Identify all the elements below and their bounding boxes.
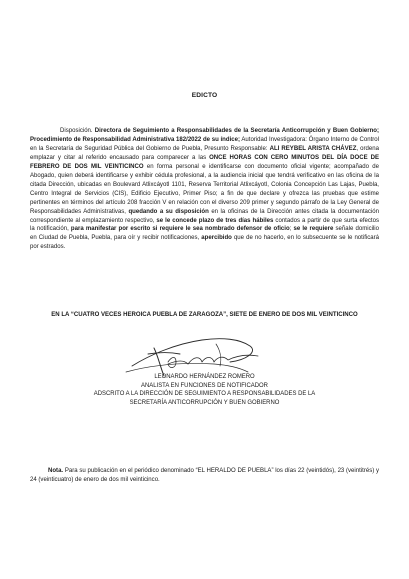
- signatory-office-line: ADSCRITO A LA DIRECCIÓN DE SEGUIMIENTO A RESPONSABILIDADES DE LA: [93, 391, 316, 398]
- body-bold-segment: Directora de Seguimiento a Responsabilidades de la Secretaría Anticorrupción y Buen Gobierno; Procedimiento de Responsabilidad Administrativa 182/2022 de su índice;: [30, 128, 380, 143]
- respondent-name: ALI REYBEL ARISTA CHÁVEZ: [269, 145, 357, 152]
- signatory-name: LEONARDO HERNÁNDEZ ROMERO: [154, 374, 255, 380]
- signatory-office-line: SECRETARÍA ANTICORRUPCIÓN Y BUEN GOBIERNO: [129, 399, 280, 406]
- note-text: Para su publicación en el periódico denominado “EL HERALDO DE PUEBLA” los días 22 (veintidós), 23 (veintitrés) y 24 (veinticuatro) de enero de dos mil veinticinco.: [30, 468, 379, 483]
- body-text-segment: contados a partir de que surta efectos la notificación,: [30, 217, 379, 233]
- signatory-block: [0, 373, 409, 407]
- body-text-segment: ;: [289, 226, 294, 233]
- body-bold-segment: se le requiere: [293, 226, 334, 233]
- body-bold-segment: apercibido: [201, 235, 232, 242]
- body-text-segment: en la oficinas de la Dirección antes citada la documentación correspondiente al emplazamiento respectivo,: [30, 208, 379, 224]
- body-bold-segment: se le concede plazo de tres días hábiles: [156, 217, 274, 224]
- edict-body: [30, 127, 379, 252]
- body-text-segment: señale domicilio en Ciudad de Puebla, Puebla, para oír y recibir notificaciones,: [30, 226, 380, 242]
- body-bold-segment: para manifestar por escrito si requiere le sea nombrado defensor de oficio: [70, 226, 290, 233]
- body-text-segment: que de no hacerlo, en lo subsecuente se le notificará por estrados.: [30, 235, 379, 251]
- body-text-segment: Disposición.: [60, 128, 95, 134]
- publication-note: [30, 467, 379, 485]
- hearing-datetime: ONCE HORAS CON CERO MINUTOS DEL DÍA DOCE DE FEBRERO DE DOS MIL VEINTICINCO: [30, 154, 379, 170]
- signatory-role: ANALISTA EN FUNCIONES DE NOTIFICADOR: [141, 382, 268, 389]
- body-text-segment: , ordena emplazar y citar al referido encausado para comparecer a las: [30, 145, 379, 161]
- body-text-segment: Autoridad Investigadora: Órgano Interno de Control en la Secretaría de Seguridad Pública del Gobierno de Puebla, Presunto Responsable:: [30, 136, 379, 152]
- body-text-segment: en forma personal e identificarse con documento oficial vigente; acompañado de Abogado, quien deberá identificarse y exhibir cédula profesional, a la audiencia inicial que tendrá verificativo en las oficina de la citada Dirección, ubicadas en Boulevard Atlixcáyotl 1101, Reserva Territorial Atlixcáyotl, Colonia Concepción Las Lajas, Puebla, Centro Integral de Servicios (CIS), Edificio Ejecutivo, Primer Piso; a fin de que declare y ofrezca las pruebas que estime pertinentes en términos del artículo 208 fracción V en relación con el diverso 209 primer y segundo párrafo de la Ley General de Responsabilidades Administrativas,: [30, 163, 380, 215]
- document-title: EDICTO: [191, 92, 218, 99]
- note-label: Nota.: [48, 468, 64, 474]
- body-bold-segment: quedando a su disposición: [128, 208, 209, 215]
- place-date-line: EN LA “CUATRO VECES HEROICA PUEBLA DE ZARAGOZA”, SIETE DE ENERO DE DOS MIL VEINTICINCO: [51, 312, 358, 318]
